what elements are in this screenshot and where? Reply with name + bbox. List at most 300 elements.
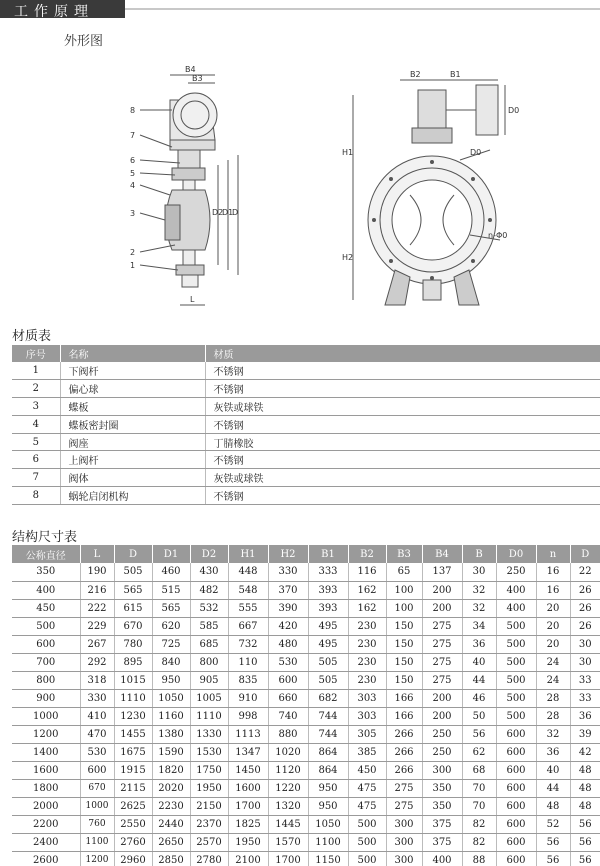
dimensions-cell: 350 <box>422 779 462 797</box>
dimensions-cell: 150 <box>386 671 422 689</box>
dimensions-cell: 2150 <box>190 797 228 815</box>
materials-row <box>12 469 600 487</box>
dimensions-cell: 1800 <box>12 779 80 797</box>
dimensions-cell: 600 <box>496 779 536 797</box>
dimensions-cell: 350 <box>422 797 462 815</box>
materials-cell-no: 2 <box>12 380 60 398</box>
part-label-6: 6 <box>130 156 136 165</box>
materials-cell-name: 蝶板 <box>60 398 205 416</box>
dimensions-cell: 1700 <box>268 851 308 866</box>
dimensions-cell: 670 <box>80 779 114 797</box>
materials-cell-name: 蜗轮启闭机构 <box>60 487 205 505</box>
dimensions-cell: 162 <box>348 599 386 617</box>
dimensions-cell: 470 <box>80 725 114 743</box>
dimensions-cell: 26 <box>570 581 600 599</box>
dimensions-cell: 28 <box>536 689 570 707</box>
dimensions-cell: 532 <box>190 599 228 617</box>
dimensions-row <box>12 581 600 599</box>
dimensions-cell: 266 <box>386 761 422 779</box>
dim-B4: B4 <box>185 65 196 74</box>
dimensions-col-header: L <box>80 545 114 563</box>
dimensions-cell: 16 <box>536 563 570 581</box>
dimensions-cell: 530 <box>268 653 308 671</box>
dimensions-cell: 230 <box>348 671 386 689</box>
dimensions-cell: 600 <box>496 851 536 866</box>
dimensions-col-header: H2 <box>268 545 308 563</box>
dimensions-cell: 275 <box>386 797 422 815</box>
front-view <box>353 80 508 305</box>
dimensions-cell: 34 <box>462 617 496 635</box>
dimensions-cell: 950 <box>152 671 190 689</box>
dimensions-cell: 303 <box>348 707 386 725</box>
dimensions-cell: 667 <box>228 617 268 635</box>
dimensions-cell: 1150 <box>308 851 348 866</box>
dimensions-cell: 1120 <box>268 761 308 779</box>
materials-row <box>12 433 600 451</box>
dimensions-cell: 400 <box>496 581 536 599</box>
dimensions-cell: 600 <box>12 635 80 653</box>
dimensions-cell: 585 <box>190 617 228 635</box>
dimensions-cell: 375 <box>422 815 462 833</box>
dimensions-cell: 430 <box>190 563 228 581</box>
dimensions-cell: 30 <box>570 635 600 653</box>
dimensions-cell: 1015 <box>114 671 152 689</box>
dim-B3: B3 <box>192 74 203 83</box>
dimensions-cell: 200 <box>422 689 462 707</box>
dimensions-cell: 48 <box>536 797 570 815</box>
dimensions-cell: 150 <box>386 635 422 653</box>
dimensions-cell: 500 <box>12 617 80 635</box>
dimensions-cell: 840 <box>152 653 190 671</box>
dimensions-cell: 1400 <box>12 743 80 761</box>
dimensions-cell: 780 <box>114 635 152 653</box>
dimensions-cell: 1820 <box>152 761 190 779</box>
dimensions-cell: 600 <box>268 671 308 689</box>
dimensions-cell: 685 <box>190 635 228 653</box>
dimensions-col-header: D2 <box>190 545 228 563</box>
materials-row <box>12 380 600 398</box>
dimensions-cell: 150 <box>386 617 422 635</box>
dimensions-cell: 2780 <box>190 851 228 866</box>
dimensions-cell: 1113 <box>228 725 268 743</box>
dimensions-row <box>12 707 600 725</box>
dimensions-cell: 1450 <box>228 761 268 779</box>
dimensions-cell: 1160 <box>152 707 190 725</box>
materials-cell-material: 灰铁或球铁 <box>205 469 600 487</box>
dimensions-col-header: B4 <box>422 545 462 563</box>
dimensions-cell: 24 <box>536 671 570 689</box>
dimensions-cell: 275 <box>422 671 462 689</box>
dimensions-cell: 44 <box>536 779 570 797</box>
dimensions-cell: 725 <box>152 635 190 653</box>
dimensions-cell: 2370 <box>190 815 228 833</box>
dimensions-cell: 400 <box>12 581 80 599</box>
part-label-1: 1 <box>130 261 136 270</box>
materials-cell-material: 不锈钢 <box>205 451 600 469</box>
materials-cell-name: 阀座 <box>60 433 205 451</box>
dimensions-cell: 2760 <box>114 833 152 851</box>
dimensions-cell: 330 <box>268 563 308 581</box>
dimensions-cell: 20 <box>536 635 570 653</box>
dimensions-cell: 1347 <box>228 743 268 761</box>
dimensions-cell: 230 <box>348 617 386 635</box>
dimensions-cell: 30 <box>462 563 496 581</box>
dimensions-cell: 505 <box>308 653 348 671</box>
dimensions-cell: 555 <box>228 599 268 617</box>
dimensions-cell: 600 <box>80 761 114 779</box>
dimensions-cell: 998 <box>228 707 268 725</box>
dimensions-cell: 835 <box>228 671 268 689</box>
dim-H1: H1 <box>342 148 354 157</box>
dimensions-cell: 800 <box>190 653 228 671</box>
dimensions-cell: 303 <box>348 689 386 707</box>
dimensions-cell: 70 <box>462 779 496 797</box>
dimensions-cell: 166 <box>386 707 422 725</box>
dimensions-cell: 385 <box>348 743 386 761</box>
dimensions-cell: 28 <box>536 707 570 725</box>
dimensions-cell: 1110 <box>114 689 152 707</box>
dimensions-cell: 300 <box>386 833 422 851</box>
dimensions-cell: 40 <box>536 761 570 779</box>
materials-row <box>12 487 600 505</box>
dim-D0-flange: D0 <box>470 148 482 157</box>
dimensions-cell: 2100 <box>228 851 268 866</box>
dimensions-cell: 910 <box>228 689 268 707</box>
dimensions-cell: 500 <box>496 689 536 707</box>
dimensions-cell: 905 <box>190 671 228 689</box>
materials-cell-material: 不锈钢 <box>205 415 600 433</box>
dimensions-cell: 65 <box>386 563 422 581</box>
dimensions-cell: 230 <box>348 653 386 671</box>
dimensions-cell: 52 <box>536 815 570 833</box>
valve-outline-drawing <box>0 55 600 325</box>
dimensions-cell: 300 <box>422 761 462 779</box>
dimensions-cell: 62 <box>462 743 496 761</box>
dim-B2: B2 <box>410 70 421 79</box>
dimensions-cell: 2115 <box>114 779 152 797</box>
dimensions-cell: 600 <box>496 725 536 743</box>
dimensions-row <box>12 779 600 797</box>
dim-D1: D1 <box>222 208 234 217</box>
dimensions-cell: 162 <box>348 581 386 599</box>
dimensions-row <box>12 725 600 743</box>
dimensions-cell: 420 <box>268 617 308 635</box>
materials-cell-no: 8 <box>12 487 60 505</box>
dimensions-cell: 1000 <box>12 707 80 725</box>
dimensions-cell: 56 <box>536 851 570 866</box>
dimensions-col-header: B1 <box>308 545 348 563</box>
dimensions-cell: 1050 <box>152 689 190 707</box>
dimensions-cell: 682 <box>308 689 348 707</box>
dimensions-cell: 22 <box>570 563 600 581</box>
dimensions-cell: 275 <box>422 635 462 653</box>
dimensions-cell: 350 <box>12 563 80 581</box>
dimensions-cell: 300 <box>386 815 422 833</box>
dimensions-cell: 505 <box>308 671 348 689</box>
materials-cell-name: 蝶板密封圈 <box>60 415 205 433</box>
dimensions-cell: 32 <box>462 599 496 617</box>
dimensions-cell: 70 <box>462 797 496 815</box>
part-label-5: 5 <box>130 169 136 178</box>
side-view <box>140 75 238 305</box>
dimensions-cell: 68 <box>462 761 496 779</box>
dimensions-cell: 2000 <box>12 797 80 815</box>
dimensions-cell: 16 <box>536 581 570 599</box>
dimensions-cell: 26 <box>570 617 600 635</box>
dimensions-cell: 20 <box>536 617 570 635</box>
dimensions-cell: 42 <box>570 743 600 761</box>
dimensions-cell: 1330 <box>190 725 228 743</box>
dim-bolt-holes: n-Φ0 <box>488 231 508 240</box>
dimensions-cell: 565 <box>114 581 152 599</box>
dimensions-cell: 1530 <box>190 743 228 761</box>
part-label-4: 4 <box>130 181 136 190</box>
dimensions-cell: 600 <box>496 797 536 815</box>
dimensions-cell: 200 <box>422 581 462 599</box>
dimensions-cell: 495 <box>308 635 348 653</box>
dimensions-cell: 2625 <box>114 797 152 815</box>
dimensions-cell: 500 <box>496 707 536 725</box>
part-label-3: 3 <box>130 209 136 218</box>
materials-row <box>12 398 600 416</box>
dimensions-cell: 500 <box>496 671 536 689</box>
dimensions-cell: 20 <box>536 599 570 617</box>
page-title: 工作原理 <box>14 4 94 20</box>
dimensions-row <box>12 563 600 581</box>
dimensions-cell: 275 <box>386 779 422 797</box>
dimensions-cell: 495 <box>308 617 348 635</box>
dimensions-cell: 900 <box>12 689 80 707</box>
dimensions-cell: 2570 <box>190 833 228 851</box>
dimensions-cell: 1020 <box>268 743 308 761</box>
drawing-subtitle: 外形图 <box>64 34 104 49</box>
dimensions-cell: 2230 <box>152 797 190 815</box>
dimensions-cell: 660 <box>268 689 308 707</box>
dimensions-cell: 1110 <box>190 707 228 725</box>
dimensions-header-row <box>12 545 600 563</box>
dimensions-cell: 500 <box>348 851 386 866</box>
dimensions-col-header: D <box>114 545 152 563</box>
materials-cell-name: 偏心球 <box>60 380 205 398</box>
dim-D2: D2 <box>212 208 224 217</box>
dimensions-cell: 48 <box>570 797 600 815</box>
dimensions-cell: 1950 <box>190 779 228 797</box>
dimensions-cell: 1445 <box>268 815 308 833</box>
dimensions-cell: 40 <box>462 653 496 671</box>
dimensions-cell: 500 <box>496 617 536 635</box>
dimensions-cell: 30 <box>570 653 600 671</box>
dimensions-cell: 275 <box>422 617 462 635</box>
dimensions-cell: 2650 <box>152 833 190 851</box>
dimensions-cell: 2020 <box>152 779 190 797</box>
dimensions-cell: 744 <box>308 725 348 743</box>
dimensions-row <box>12 815 600 833</box>
dimensions-cell: 393 <box>308 581 348 599</box>
dimensions-cell: 2850 <box>152 851 190 866</box>
materials-col-material: 材质 <box>205 345 600 362</box>
dimensions-cell: 1220 <box>268 779 308 797</box>
dimensions-cell: 375 <box>422 833 462 851</box>
dimensions-cell: 800 <box>12 671 80 689</box>
dimensions-cell: 1100 <box>80 833 114 851</box>
dimensions-cell: 1200 <box>80 851 114 866</box>
dimensions-cell: 400 <box>496 599 536 617</box>
dimensions-cell: 565 <box>152 599 190 617</box>
dimensions-cell: 1100 <box>308 833 348 851</box>
materials-cell-no: 1 <box>12 362 60 380</box>
dim-D: D <box>232 208 239 217</box>
dimensions-row <box>12 743 600 761</box>
dimensions-cell: 100 <box>386 581 422 599</box>
dimensions-row <box>12 689 600 707</box>
dimensions-cell: 1700 <box>228 797 268 815</box>
dimensions-cell: 137 <box>422 563 462 581</box>
dimensions-cell: 200 <box>422 707 462 725</box>
materials-cell-no: 5 <box>12 433 60 451</box>
dimensions-cell: 2960 <box>114 851 152 866</box>
dimensions-cell: 864 <box>308 743 348 761</box>
dimensions-row <box>12 797 600 815</box>
dimensions-cell: 615 <box>114 599 152 617</box>
materials-cell-material: 不锈钢 <box>205 380 600 398</box>
dimensions-row <box>12 635 600 653</box>
dimensions-cell: 2550 <box>114 815 152 833</box>
dimensions-cell: 330 <box>80 689 114 707</box>
dimensions-cell: 505 <box>114 563 152 581</box>
dimensions-cell: 1455 <box>114 725 152 743</box>
materials-cell-material: 不锈钢 <box>205 487 600 505</box>
dimensions-cell: 1600 <box>228 779 268 797</box>
dimensions-cell: 267 <box>80 635 114 653</box>
dimensions-cell: 1750 <box>190 761 228 779</box>
dimensions-cell: 1230 <box>114 707 152 725</box>
dimensions-cell: 100 <box>386 599 422 617</box>
dimensions-cell: 275 <box>422 653 462 671</box>
dimensions-cell: 450 <box>12 599 80 617</box>
dimensions-row <box>12 761 600 779</box>
dimensions-col-header: 公称直径 <box>12 545 80 563</box>
dimensions-cell: 24 <box>536 653 570 671</box>
dimensions-row <box>12 599 600 617</box>
dimensions-cell: 600 <box>496 761 536 779</box>
part-label-8: 8 <box>130 106 136 115</box>
dimensions-table <box>12 545 600 866</box>
dimensions-cell: 480 <box>268 635 308 653</box>
header-rule <box>125 8 600 10</box>
dimensions-col-header: H1 <box>228 545 268 563</box>
dimensions-cell: 482 <box>190 581 228 599</box>
dimensions-cell: 600 <box>496 815 536 833</box>
dimensions-cell: 732 <box>228 635 268 653</box>
dimensions-cell: 222 <box>80 599 114 617</box>
materials-cell-no: 6 <box>12 451 60 469</box>
dimensions-cell: 1380 <box>152 725 190 743</box>
materials-cell-no: 7 <box>12 469 60 487</box>
materials-row <box>12 415 600 433</box>
dimensions-cell: 500 <box>496 653 536 671</box>
dimensions-cell: 48 <box>570 779 600 797</box>
dimensions-cell: 950 <box>308 797 348 815</box>
dimensions-cell: 250 <box>496 563 536 581</box>
dimensions-cell: 500 <box>348 833 386 851</box>
dimensions-cell: 166 <box>386 689 422 707</box>
materials-cell-name: 阀体 <box>60 469 205 487</box>
dimensions-cell: 500 <box>496 635 536 653</box>
dimensions-col-header: D <box>570 545 600 563</box>
dimensions-cell: 740 <box>268 707 308 725</box>
dimensions-cell: 1600 <box>12 761 80 779</box>
dimensions-cell: 895 <box>114 653 152 671</box>
dimensions-cell: 475 <box>348 797 386 815</box>
dimensions-col-header: B3 <box>386 545 422 563</box>
dimensions-cell: 36 <box>462 635 496 653</box>
dimensions-col-header: D1 <box>152 545 190 563</box>
dimensions-cell: 600 <box>496 743 536 761</box>
dimensions-cell: 880 <box>268 725 308 743</box>
dimensions-cell: 500 <box>348 815 386 833</box>
materials-title: 材质表 <box>12 329 52 344</box>
dimensions-cell: 548 <box>228 581 268 599</box>
dimensions-cell: 515 <box>152 581 190 599</box>
dimensions-cell: 2400 <box>12 833 80 851</box>
materials-col-no: 序号 <box>12 345 60 362</box>
dimensions-cell: 744 <box>308 707 348 725</box>
dimensions-cell: 1570 <box>268 833 308 851</box>
dimensions-cell: 318 <box>80 671 114 689</box>
dimensions-cell: 620 <box>152 617 190 635</box>
dim-H2: H2 <box>342 253 354 262</box>
dimensions-cell: 216 <box>80 581 114 599</box>
dimensions-cell: 1950 <box>228 833 268 851</box>
dimensions-row <box>12 617 600 635</box>
dimensions-cell: 864 <box>308 761 348 779</box>
dimensions-cell: 82 <box>462 833 496 851</box>
dimensions-cell: 36 <box>536 743 570 761</box>
dimensions-cell: 2600 <box>12 851 80 866</box>
dimensions-cell: 1200 <box>12 725 80 743</box>
dimensions-cell: 950 <box>308 779 348 797</box>
dim-B1: B1 <box>450 70 461 79</box>
materials-row <box>12 451 600 469</box>
dimensions-col-header: D0 <box>496 545 536 563</box>
dimensions-cell: 1825 <box>228 815 268 833</box>
dimensions-cell: 410 <box>80 707 114 725</box>
dimensions-cell: 56 <box>570 833 600 851</box>
dim-L: L <box>190 295 195 304</box>
dimensions-col-header: n <box>536 545 570 563</box>
dimensions-cell: 370 <box>268 581 308 599</box>
dimensions-cell: 266 <box>386 743 422 761</box>
dimensions-cell: 305 <box>348 725 386 743</box>
dimensions-cell: 32 <box>462 581 496 599</box>
materials-row <box>12 362 600 380</box>
dimensions-cell: 600 <box>496 833 536 851</box>
dimensions-cell: 1675 <box>114 743 152 761</box>
dimensions-cell: 2200 <box>12 815 80 833</box>
dimensions-cell: 46 <box>462 689 496 707</box>
dimensions-cell: 50 <box>462 707 496 725</box>
dimensions-cell: 1005 <box>190 689 228 707</box>
dimensions-cell: 530 <box>80 743 114 761</box>
dimensions-cell: 56 <box>462 725 496 743</box>
dimensions-cell: 33 <box>570 689 600 707</box>
dimensions-cell: 250 <box>422 725 462 743</box>
dimensions-title: 结构尺寸表 <box>12 530 78 545</box>
dimensions-cell: 36 <box>570 707 600 725</box>
dimensions-cell: 460 <box>152 563 190 581</box>
dimensions-cell: 700 <box>12 653 80 671</box>
dimensions-row <box>12 833 600 851</box>
